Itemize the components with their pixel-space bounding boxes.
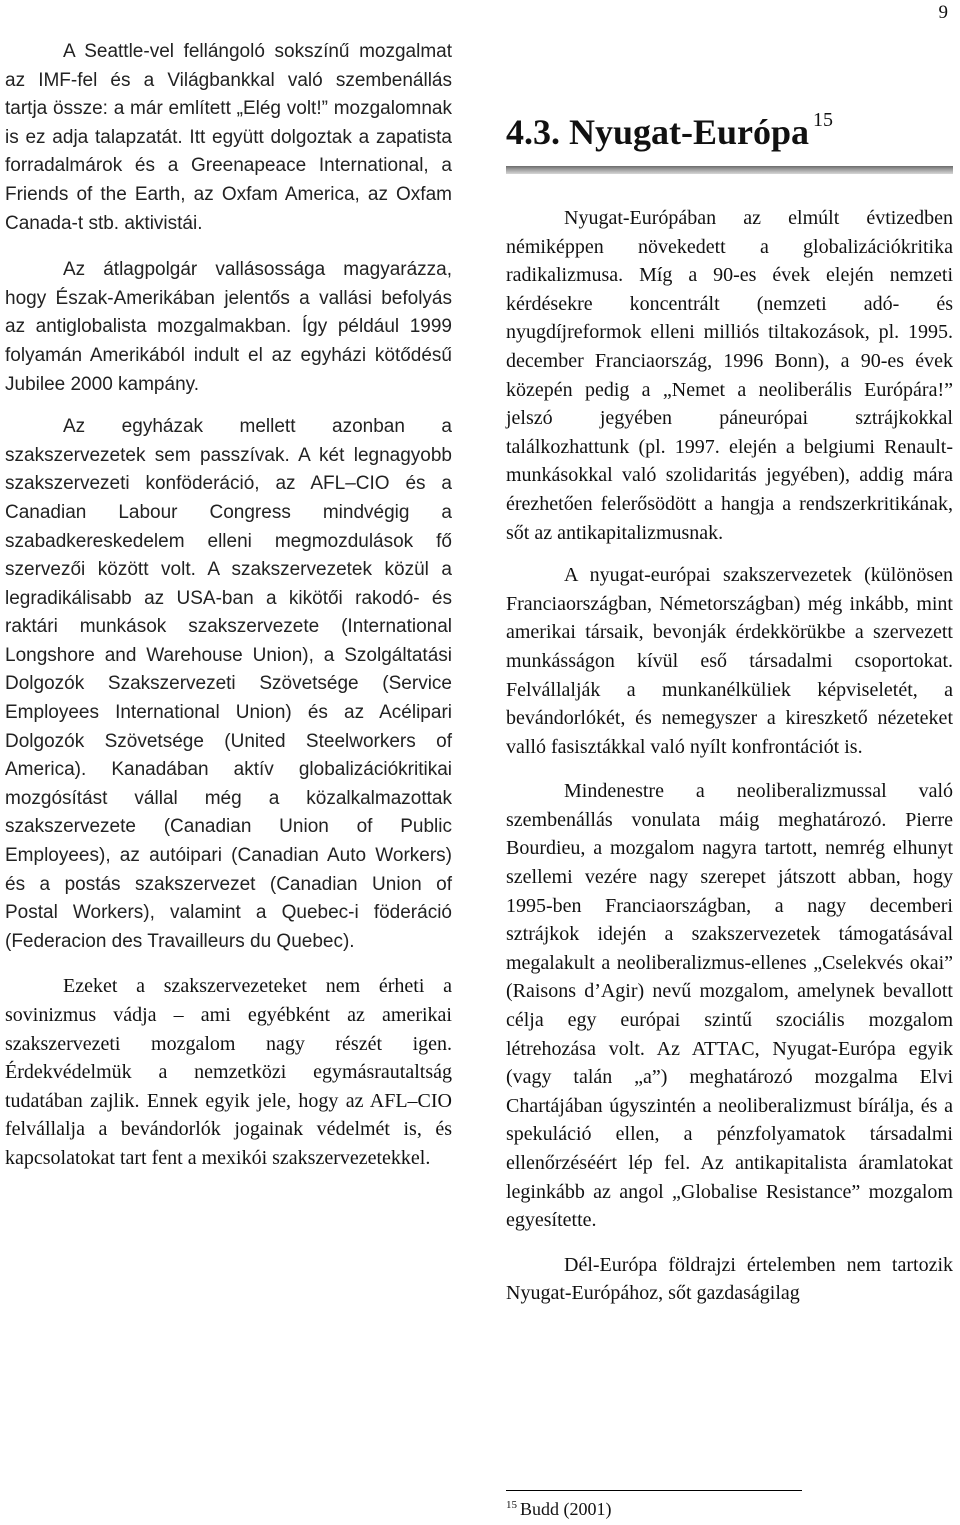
page-number: 9: [938, 2, 948, 23]
section-heading-block: [506, 100, 953, 174]
heading-rule: [506, 166, 953, 174]
footnote-rule: [506, 1490, 802, 1491]
right-column: [506, 100, 953, 1308]
footnote-text: Budd (2001): [520, 1499, 612, 1519]
body-paragraph: Az átlagpolgár vallásossága magyarázza, hogy Észak-Amerikában jelentős a vallási befolyás az antiglobalista mozgalmakban. Így például 1999 folyamán Amerikából indult el az egyházi kötődésű Jubilee 2000 kampány.: [5, 259, 452, 395]
heading-footnote-ref: 15: [813, 109, 834, 131]
body-paragraph: A Seattle-vel fellángoló sokszínű mozgalmat az IMF-fel és a Világbankkal való szembenállás tartja össze: a már említett „Elég volt!” mozgalomnak is ez adja talapzatát. Itt együtt dolgoztak a zapatista forradalmárok és a Greenapeace International, a Friends of the Earth, az Oxfam America, az Oxfam Canada-t stb. aktivistái.: [5, 41, 452, 234]
section-heading: [506, 100, 953, 152]
left-column: [5, 38, 452, 1173]
footnote: [506, 1499, 612, 1520]
body-paragraph: Ezeket a szakszervezeteket nem érheti a sovinizmus vádja – ami egyébként az amerikai szakszervezeti mozgalom nagy részét igen. Érdekvédelmük a nemzetközi egymásrautaltság tudatában zajlik. Ennek egyik jele, hogy az AFL–CIO felvállalja a bevándorlók jogainak védelmét is, és kapcsolatokat tart fent a mexikói szakszervezetekkel.: [5, 975, 452, 1169]
body-paragraph: Dél-Európa földrajzi értelemben nem tartozik Nyugat-Európához, sőt gazdaságilag: [506, 1253, 953, 1305]
body-paragraph: Az egyházak mellett azonban a szakszervezetek sem passzívak. A két legnagyobb szakszervezeti konföderáció, az AFL–CIO és a Canadian Labour Congress mindvégig a szabadkereskedelem elleni megmozdulások fő szervezői között volt. A szakszervezetek közül a legradikálisabb az USA-ban a kikötői rakodó- és raktári munkások szakszervezete (International Longshore and Warehouse Union), a Szolgáltatási Dolgozók Szakszervezeti Szövetsége (Service Employees International Union) és az Acélipari Dolgozók Szövetsége (United Steelworkers of America). Kanadában aktív globalizációkritikai mozgósítást vállal még a közalkalmazottak szakszervezete (Canadian Union of Public Employees), az autóipari (Canadian Auto Workers) és a postás szakszervezet (Canadian Union of Postal Workers), valamint a Quebec-i föderáció (Federacion des Travailleurs du Quebec).: [5, 416, 452, 952]
body-paragraph: A nyugat-európai szakszervezetek (különösen Franciaországban, Németországban) még inkább, mint amerikai társaik, bevonják érdekkörükbe a szervezett munkásságon kívül eső társadalmi csoportokat. Felvállalják a munkanélküliek képviseletét, a bevándorlókét, és nemegyszer a kireszkető nézeteket valló fasisztákkal való nyílt konfrontációt is.: [506, 564, 953, 758]
section-heading-text: 4.3. Nyugat-Európa: [506, 112, 810, 152]
body-paragraph: Nyugat-Európában az elmúlt évtizedben némiképpen növekedett a globalizációkritika radikalizmusa. Míg a 90-es évek elején nemzeti kérdésekre koncentrált (nemzeti adó- és nyugdíjreformok elleni milliós tiltakozások, pl. 1995. december Franciaország, 1996 Bonn), a 90-es évek közepén pedig a „Nemet a neoliberális Európára!” jelszó jegyében páneurópai sztrájkokkal találkozhattunk (pl. 1997. elején a belgiumi Renault-munkásokkal való szolidaritás jegyében), addig mára érezhetően felerősödött a hangja a rendszerkritikának, sőt az antikapitalizmusnak.: [506, 207, 953, 544]
body-paragraph: Mindenestre a neoliberalizmussal való szembenállás vonulata máig meghatározó. Pierre Bourdieu, a mozgalom nagyra tartott, nemrég elhunyt szellemi vezére nagy szerepet játszott abban, hogy 1995-ben Franciaországban, a nagy decemberi sztrájkok idején a szakszervezetek támogatásával megalakult a neoliberalizmus-ellenes „Cselekvés okai” (Raisons d’Agir) nevű mozgalom, amelynek bevallott célja egy európai szintű szociális mozgalom létrehozása volt. Az ATTAC, Nyugat-Európa egyik (vagy talán „a”) meghatározó mozgalma Elvi Chartájában úgyszintén a neoliberalizmust bírálja, és a spekuláció ellen, a pénzfolyamatok társadalmi ellenőrzéséért lép fel. Az antikapitalista áramlatokat leginkább az angol „Globalise Resistance” mozgalom egyesítette.: [506, 780, 953, 1232]
footnote-number: 15: [506, 1499, 517, 1511]
